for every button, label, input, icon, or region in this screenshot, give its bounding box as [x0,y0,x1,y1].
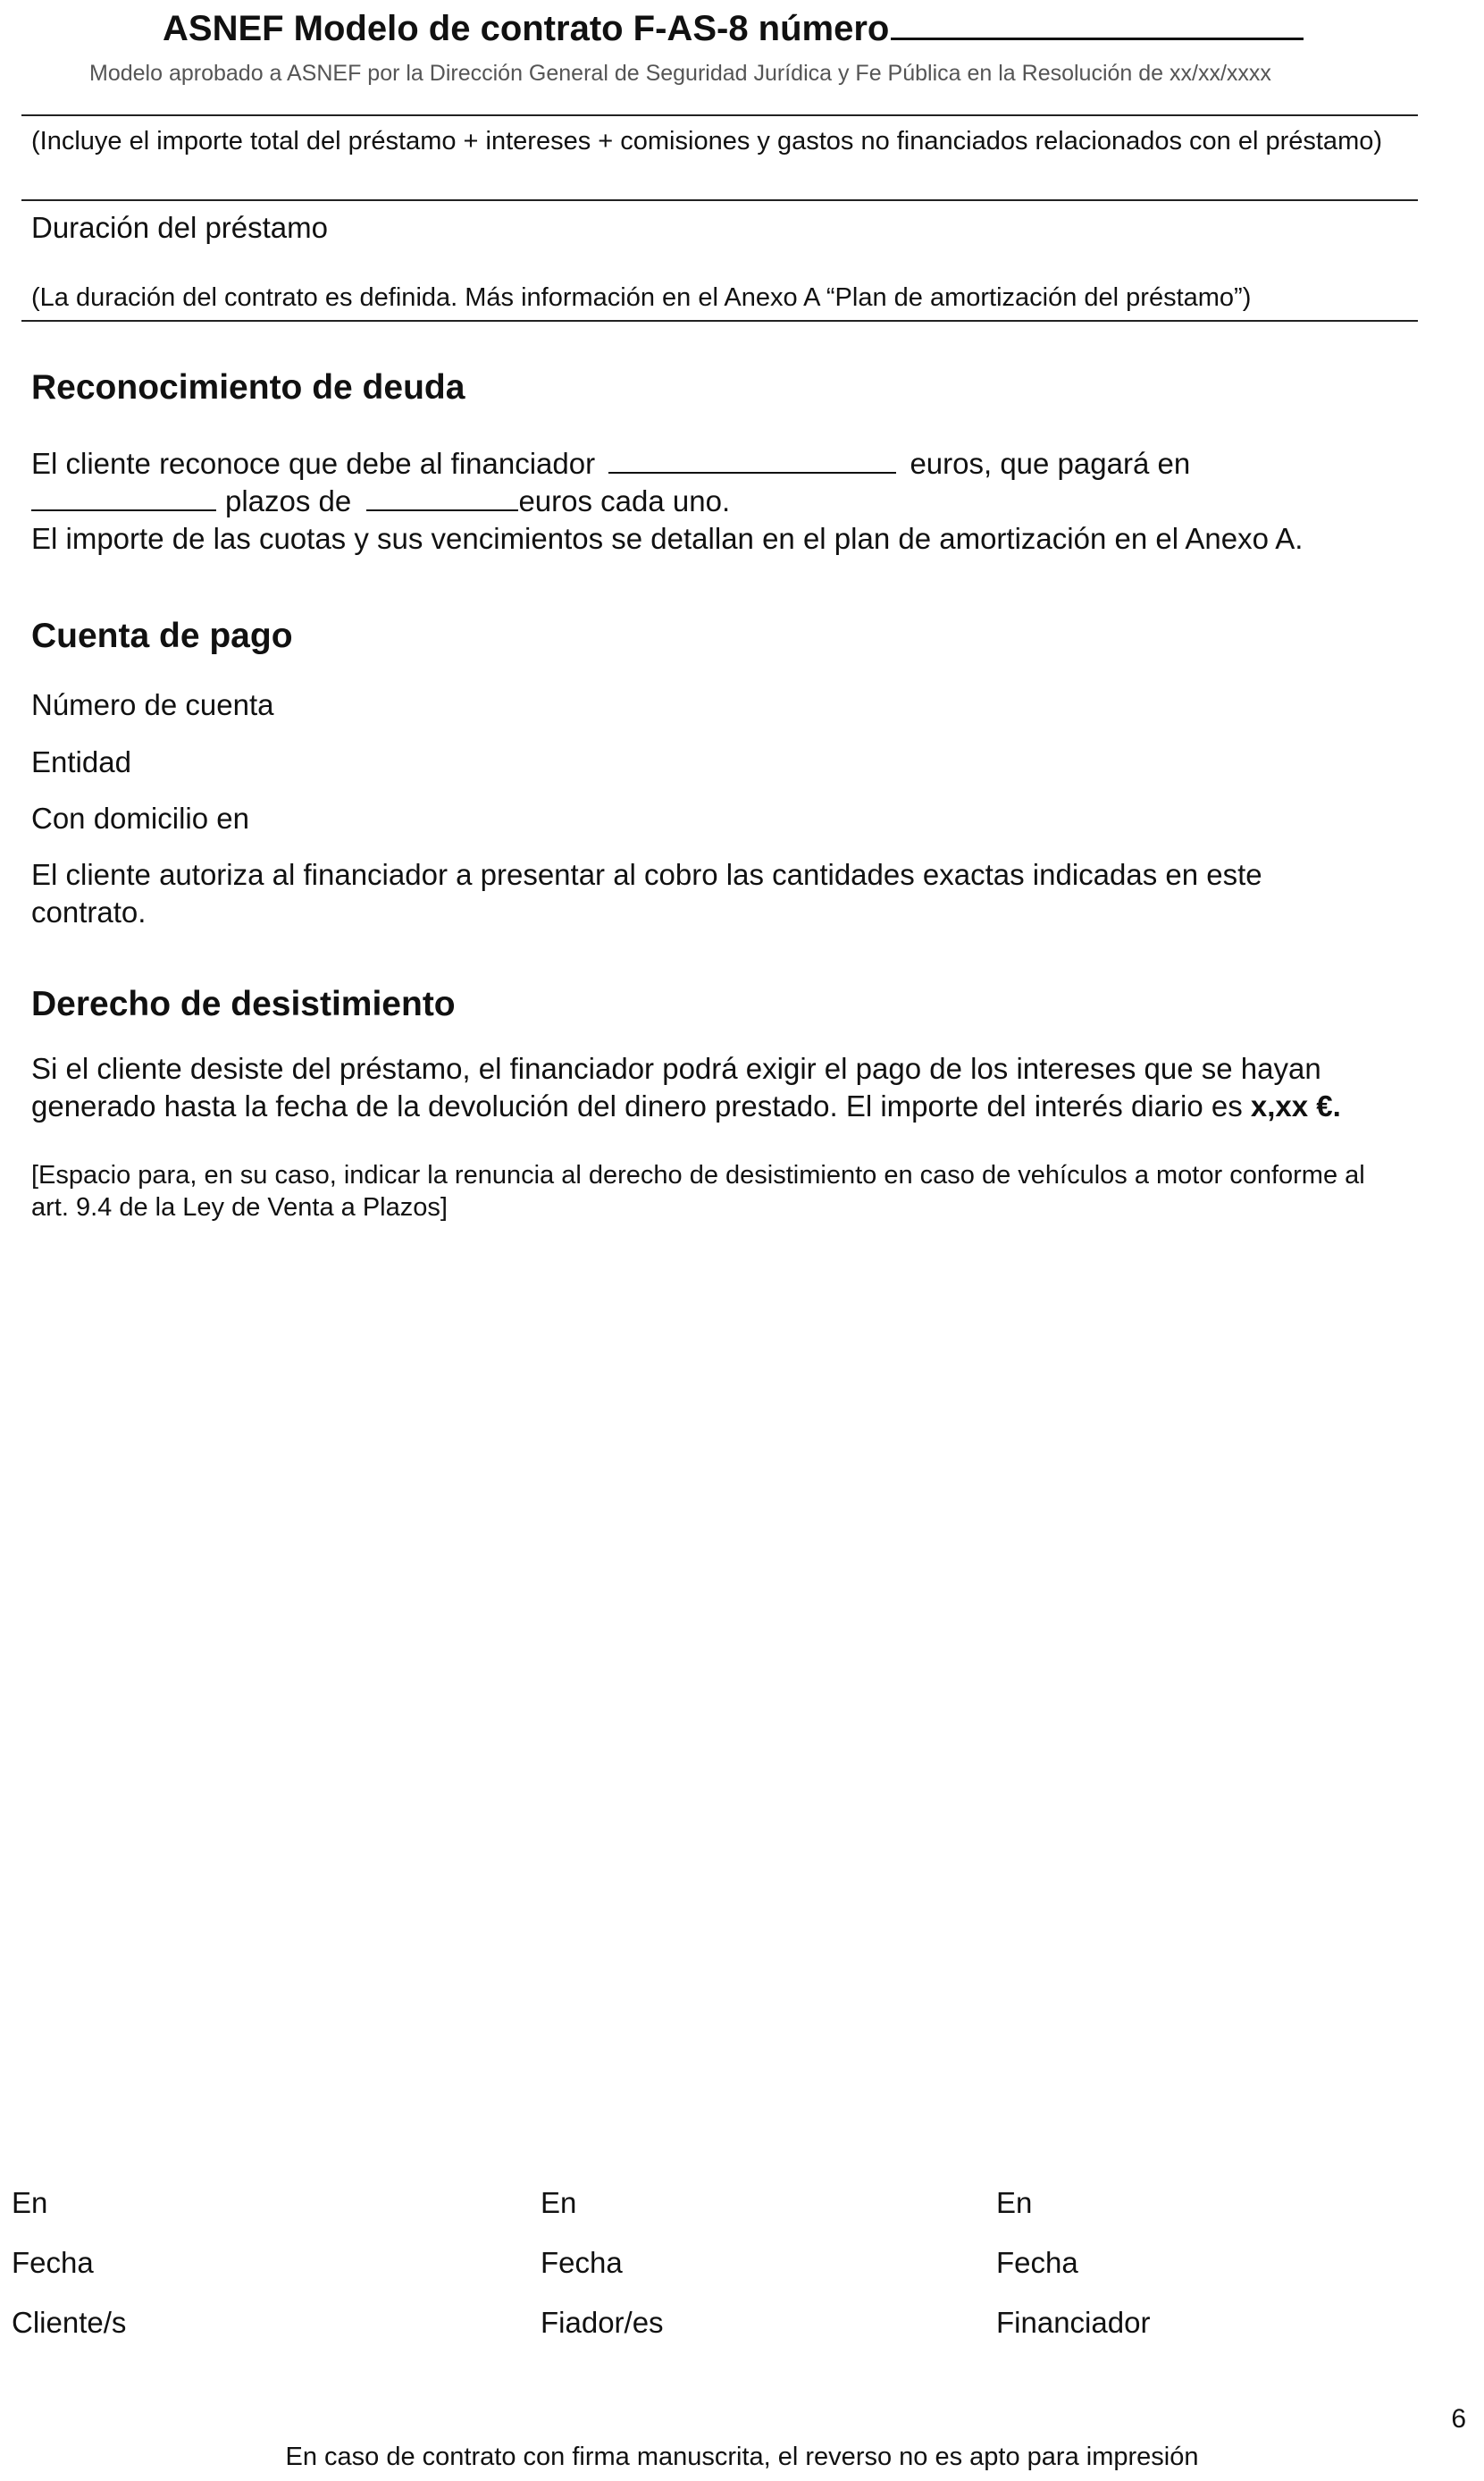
section-heading-cuenta: Cuenta de pago [31,617,293,655]
document-title-text: ASNEF Modelo de contrato F-AS-8 número [163,9,890,48]
document-title [163,5,1304,49]
entidad-label: Entidad [31,745,131,778]
signature-fecha-cliente: Fecha [12,2246,94,2279]
desistimiento-text [31,1050,1425,1125]
reconocimiento-text: plazos de [225,484,352,517]
page-number: 6 [1451,2404,1466,2434]
reconocimiento-line-2 [31,483,730,520]
signature-fecha-financiador: Fecha [996,2246,1078,2279]
divider [21,199,1418,201]
numero-plazos-blank [31,483,216,511]
importe-deuda-blank [608,445,896,474]
footer-note: En caso de contrato con firma manuscrita, el reverso no es apto para impresión [285,2443,1199,2471]
signature-fecha-fiador: Fecha [541,2246,623,2279]
reconocimiento-line-3: El importe de las cuotas y sus vencimientos se detallan en el plan de amortización en el Anexo A. [31,522,1304,555]
reconocimiento-line-1 [31,445,1190,483]
divider [21,320,1418,322]
duracion-note: (La duración del contrato es definida. Más información en el Anexo A “Plan de amortización del préstamo”) [31,283,1252,312]
signature-role-fiador: Fiador/es [541,2306,664,2339]
renuncia-note: [Espacio para, en su caso, indicar la renuncia al derecho de desistimiento en caso de vehículos a motor conforme al art. 9.4 de la Ley de Venta a Plazos] [31,1161,1365,1222]
domicilio-label: Con domicilio en [31,802,249,835]
duracion-label: Duración del préstamo [31,211,328,244]
divider [21,114,1418,116]
importe-total-note: (Incluye el importe total del préstamo + intereses + comisiones y gastos no financiados relacionados con el préstamo) [31,127,1383,156]
contract-number-blank [891,5,1304,40]
importe-cuota-blank [366,483,518,511]
signature-en-cliente: En [12,2186,48,2219]
reconocimiento-text: euros, que pagará en [910,447,1191,480]
interes-diario-amount: x,xx €. [1250,1089,1341,1123]
signature-en-financiador: En [996,2186,1033,2219]
section-heading-desistimiento: Derecho de desistimiento [31,985,456,1023]
section-heading-reconocimiento: Reconocimiento de deuda [31,368,465,407]
reconocimiento-text: euros cada uno. [518,484,731,517]
desistimiento-body: Si el cliente desiste del préstamo, el financiador podrá exigir el pago de los intereses que se hayan generado hasta la fecha de la devolución del dinero prestado. El importe del interés diario es [31,1052,1321,1123]
signature-role-financiador: Financiador [996,2306,1151,2339]
reconocimiento-text: El cliente reconoce que debe al financiador [31,447,596,480]
signature-role-cliente: Cliente/s [12,2306,127,2339]
signature-en-fiador: En [541,2186,577,2219]
numero-cuenta-label: Número de cuenta [31,688,274,721]
autoriza-text: El cliente autoriza al financiador a presentar al cobro las cantidades exactas indicadas en este contrato. [31,858,1262,929]
document-subtitle: Modelo aprobado a ASNEF por la Dirección General de Seguridad Jurídica y Fe Pública en la Resolución de xx/xx/xxxx [89,61,1271,86]
